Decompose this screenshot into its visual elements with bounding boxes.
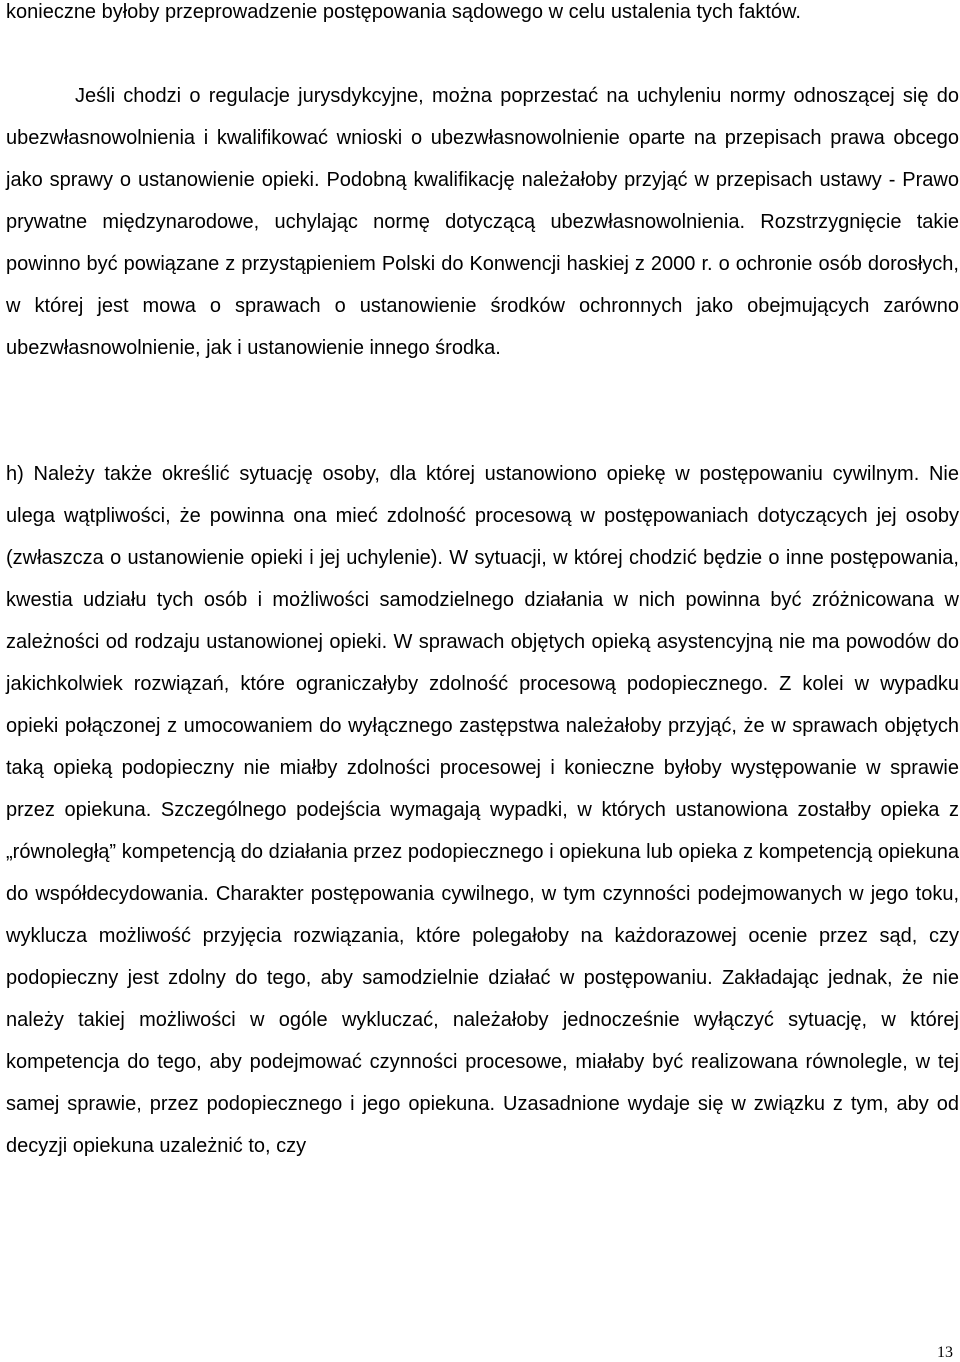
page-number: 13 bbox=[937, 1344, 953, 1361]
paragraph-point-h: h) Należy także określić sytuację osoby, dla której ustanowiono opiekę w postępowaniu cywilnym. Nie ulega wątpliwości, że powinna ona mieć zdolność procesową w postępowaniach dotyczących jej osoby (zwłaszcza o ustanowienie opieki i jej uchylenie). W sytuacji, w której chodzić będzie o inne postępowania, kwestia udziału tych osób i możliwości samodzielnego działania w nich powinna być zróżnicowana w zależności od rodzaju ustanowionej opieki. W sprawach objętych opieką asystencyjną nie ma powodów do jakichkolwiek rozwiązań, które ograniczałyby zdolność procesową podopiecznego. Z kolei w wypadku opieki połączonej z umocowaniem do wyłącznego zastępstwa należałoby przyjąć, że w sprawach objętych taką opieką podopieczny nie miałby zdolności procesowej i konieczne byłoby występowanie w sprawie przez opiekuna. Szczególnego podejścia wymagają wypadki, w których ustanowiona zostałby opieka z „równoległą” kompetencją do działania przez podopiecznego i opiekuna lub opieka z kompetencją opiekuna do współdecydowania. Charakter postępowania cywilnego, w tym czynności podejmowanych w jego toku, wyklucza możliwość przyjęcia rozwiązania, które polegałoby na każdorazowej ocenie przez sąd, czy podopieczny jest zdolny do tego, aby samodzielnie działać w postępowaniu. Zakładając jednak, że nie należy takiej możliwości w ogóle wykluczać, należałoby jednocześnie wyłączyć sytuację, w której kompetencja do tego, aby podejmować czynności procesowe, miałaby być realizowana równolegle, w tej samej sprawie, przez podopiecznego i jego opiekuna. Uzasadnione wydaje się w związku z tym, aby od decyzji opiekuna uzależnić to, czy bbox=[6, 463, 959, 1157]
paragraph-jurisdiction: Jeśli chodzi o regulacje jurysdykcyjne, można poprzestać na uchyleniu normy odnoszącej się do ubezwłasnowolnienia i kwalifikować wnioski o ubezwłasnowolnienie oparte na przepisach prawa obcego jako sprawy o ustanowienie opieki. Podobną kwalifikację należałoby przyjąć w przepisach ustawy - Prawo prywatne międzynarodowe, uchylając normę dotyczącą ubezwłasnowolnienia. Rozstrzygnięcie takie powinno być powiązane z przystąpieniem Polski do Konwencji haskiej z 2000 r. o ochronie osób dorosłych, w której jest mowa o sprawach o ustanowienie środków ochronnych jako obejmujących zarówno ubezwłasnowolnienie, jak i ustanowienie innego środka. bbox=[6, 85, 959, 359]
paragraph-continuation: konieczne byłoby przeprowadzenie postępowania sądowego w celu ustalenia tych faktów. bbox=[6, 1, 801, 23]
